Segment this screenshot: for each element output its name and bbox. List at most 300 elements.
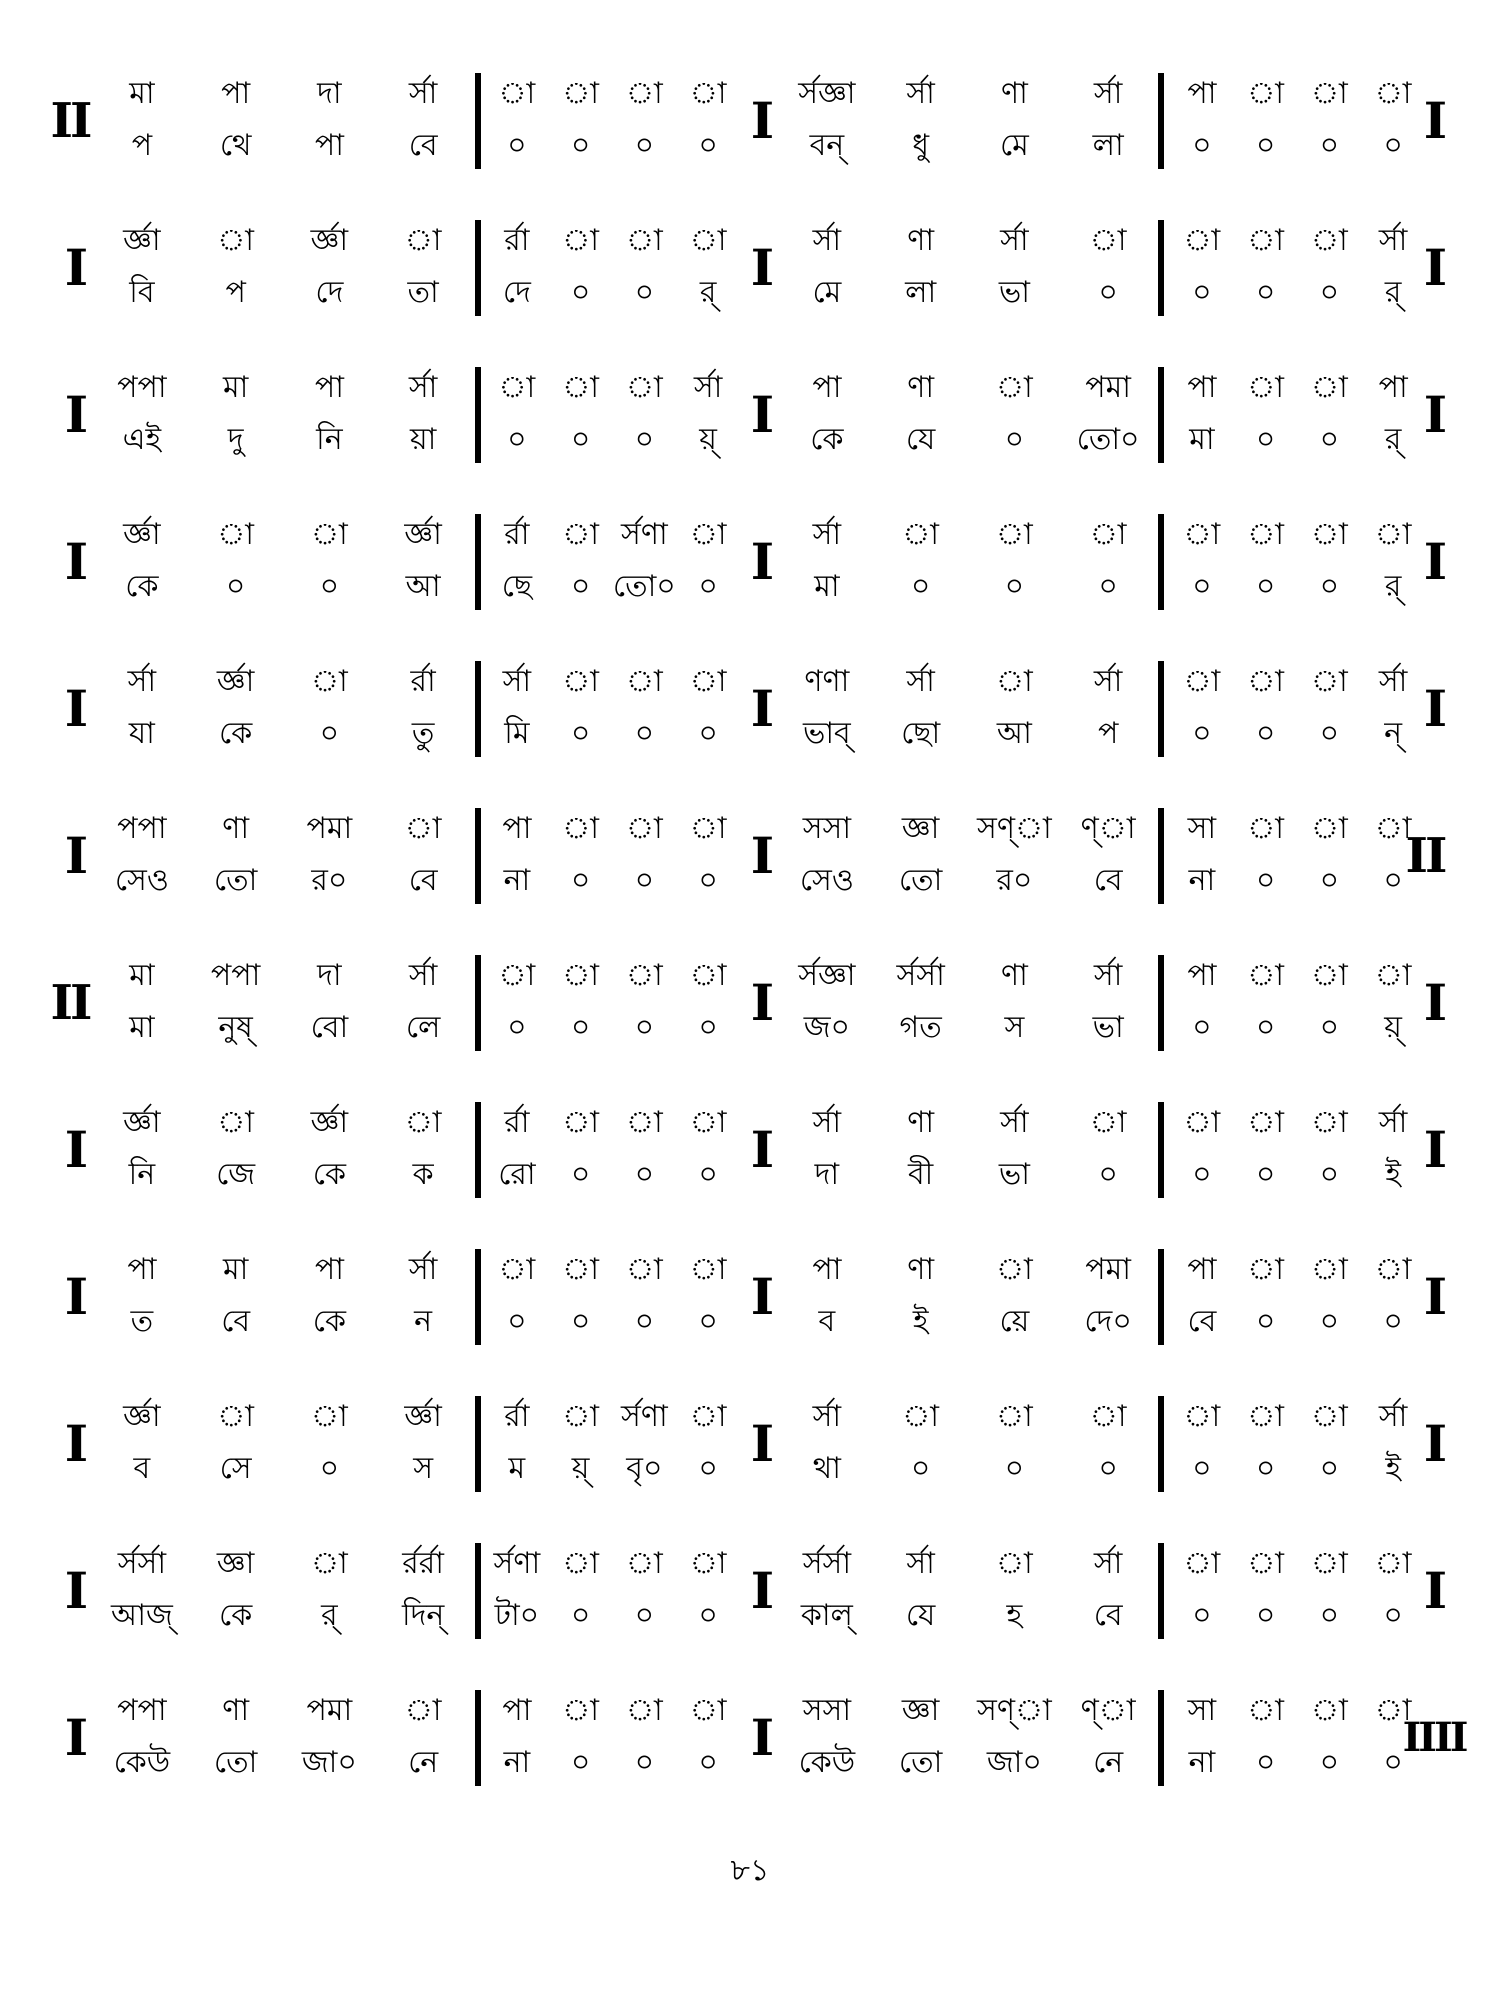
lyrics-row bbox=[95, 1297, 470, 1347]
measure bbox=[780, 1241, 1155, 1353]
lyrics-row bbox=[1170, 415, 1425, 465]
beat-divider bbox=[475, 955, 481, 1051]
lyric-syllable: ০ bbox=[634, 716, 655, 751]
measure bbox=[95, 212, 470, 324]
swara-row bbox=[485, 510, 740, 560]
lyric-syllable: নি bbox=[128, 1157, 156, 1192]
swara-note: র্জ্ঞা bbox=[404, 517, 442, 552]
swara-note: া bbox=[562, 223, 600, 258]
lyric-syllable: ০ bbox=[1255, 1304, 1276, 1339]
lyric-syllable: ০ bbox=[1383, 1304, 1403, 1339]
lyric-syllable: কাল্ bbox=[800, 1598, 853, 1633]
measure bbox=[1170, 1535, 1425, 1647]
swara-row bbox=[485, 804, 740, 854]
lyric-syllable: স bbox=[1004, 1010, 1025, 1045]
swara-note: পমা bbox=[306, 811, 353, 846]
lyrics-row bbox=[485, 268, 740, 318]
swara-note: া bbox=[995, 1546, 1033, 1581]
lyric-syllable: টা০ bbox=[494, 1598, 540, 1633]
beat-divider bbox=[475, 220, 481, 316]
swara-row bbox=[780, 1392, 1155, 1442]
lyric-syllable: ০ bbox=[910, 1451, 931, 1486]
swara-note: া bbox=[689, 76, 727, 111]
lyric-syllable: দু bbox=[227, 422, 244, 457]
lyric-syllable: ০ bbox=[698, 1451, 718, 1486]
section-start-bar: I bbox=[64, 1267, 86, 1326]
lyrics-row bbox=[485, 1297, 740, 1347]
lyric-syllable: ০ bbox=[1004, 1451, 1025, 1486]
swara-note: র্রা bbox=[410, 664, 436, 699]
swara-row bbox=[95, 1392, 470, 1442]
lyric-syllable: ০ bbox=[1192, 716, 1212, 751]
swara-note: া bbox=[310, 664, 348, 699]
lyric-syllable: ০ bbox=[570, 1598, 591, 1633]
lyric-syllable: কে bbox=[125, 569, 159, 604]
swara-note: ণ্া bbox=[1080, 811, 1136, 846]
swara-note: র্সণা bbox=[621, 517, 668, 552]
swara-note: র্সা bbox=[127, 664, 157, 699]
lyric-syllable: ম bbox=[508, 1451, 526, 1486]
lyric-syllable: ০ bbox=[698, 1157, 718, 1192]
lyric-syllable: তো bbox=[898, 863, 943, 898]
lyric-syllable: মি bbox=[504, 716, 530, 751]
lyric-syllable: ০ bbox=[1255, 716, 1276, 751]
swara-note: া bbox=[1247, 370, 1285, 405]
swara-note: সসা bbox=[802, 1693, 852, 1728]
measure bbox=[95, 506, 470, 618]
swara-note: ণা bbox=[907, 223, 935, 258]
lyric-syllable: তো bbox=[213, 863, 258, 898]
swara-note: পা bbox=[812, 370, 842, 405]
page-number: ৮১ bbox=[730, 1853, 770, 1888]
beat-divider bbox=[1158, 1543, 1164, 1639]
swara-note: দা bbox=[317, 76, 342, 111]
swara-note: া bbox=[1374, 1693, 1412, 1728]
lyrics-row bbox=[780, 1444, 1155, 1494]
lyric-syllable: তো bbox=[898, 1745, 943, 1780]
section-mid-bar: I bbox=[750, 1267, 772, 1326]
swara-note: সণ্া bbox=[977, 1693, 1052, 1728]
swara-note: া bbox=[1310, 76, 1348, 111]
lyric-syllable: ০ bbox=[319, 569, 340, 604]
lyric-syllable: ০ bbox=[1383, 863, 1403, 898]
lyric-syllable: র্ bbox=[1384, 569, 1402, 604]
lyric-syllable: মে bbox=[999, 128, 1029, 163]
lyric-syllable: য়া bbox=[409, 422, 437, 457]
lyric-syllable: না bbox=[1188, 1745, 1216, 1780]
swara-note: পা bbox=[502, 811, 532, 846]
lyric-syllable: যে bbox=[905, 1598, 936, 1633]
lyric-syllable: প bbox=[1097, 716, 1119, 751]
measure bbox=[780, 212, 1155, 324]
swara-note: া bbox=[404, 223, 442, 258]
swara-row bbox=[1170, 951, 1425, 1001]
swara-row bbox=[780, 951, 1155, 1001]
section-start-bar: I bbox=[64, 1708, 86, 1767]
swara-note: া bbox=[625, 1252, 663, 1287]
swara-note: র্সর্সা bbox=[896, 958, 945, 993]
lyric-syllable: য়্ bbox=[699, 422, 717, 457]
swara-note: া bbox=[1247, 1546, 1285, 1581]
swara-note: ণ্া bbox=[1080, 1693, 1136, 1728]
notation-system bbox=[55, 359, 1445, 471]
lyric-syllable: ০ bbox=[1192, 1157, 1212, 1192]
swara-row bbox=[485, 1539, 740, 1589]
swara-note: পপা bbox=[210, 958, 261, 993]
lyric-syllable: কেউ bbox=[113, 1745, 171, 1780]
swara-note: র্সণা bbox=[621, 1399, 668, 1434]
swara-note: ণা bbox=[907, 1252, 935, 1287]
section-end-bar: IIII bbox=[1402, 1714, 1466, 1761]
lyric-syllable: দে০ bbox=[1084, 1304, 1132, 1339]
lyric-syllable: ০ bbox=[1319, 863, 1340, 898]
lyric-syllable: রো bbox=[498, 1157, 536, 1192]
swara-note: পা bbox=[314, 1252, 344, 1287]
swara-note: র্জ্ঞা bbox=[123, 517, 161, 552]
swara-note: া bbox=[689, 517, 727, 552]
swara-note: পা bbox=[314, 370, 344, 405]
swara-note: া bbox=[562, 517, 600, 552]
swara-row bbox=[1170, 804, 1425, 854]
lyric-syllable: ০ bbox=[570, 863, 591, 898]
lyric-syllable: র্ bbox=[1384, 422, 1402, 457]
swara-note: র্সা bbox=[502, 664, 532, 699]
section-start-bar: II bbox=[50, 975, 90, 1031]
beat-divider bbox=[475, 1690, 481, 1786]
beat-divider bbox=[1158, 1690, 1164, 1786]
swara-row bbox=[95, 804, 470, 854]
lyric-syllable: ব bbox=[818, 1304, 836, 1339]
lyrics-row bbox=[780, 1150, 1155, 1200]
notation-system bbox=[55, 1682, 1466, 1794]
lyric-syllable: র্ bbox=[321, 1598, 338, 1633]
lyric-syllable: ০ bbox=[570, 275, 591, 310]
swara-note: া bbox=[1183, 664, 1221, 699]
lyric-syllable: ক bbox=[412, 1157, 434, 1192]
lyric-syllable: যে bbox=[905, 422, 936, 457]
swara-note: া bbox=[1310, 1105, 1348, 1140]
swara-note: া bbox=[562, 1105, 600, 1140]
swara-row bbox=[1170, 216, 1425, 266]
measure bbox=[95, 1094, 470, 1206]
section-end-bar: I bbox=[1423, 1267, 1445, 1326]
beat-divider bbox=[475, 1102, 481, 1198]
swara-note: া bbox=[625, 811, 663, 846]
beat-divider bbox=[1158, 514, 1164, 610]
beat-divider bbox=[475, 514, 481, 610]
lyric-syllable: সেও bbox=[114, 863, 169, 898]
lyrics-row bbox=[95, 709, 470, 759]
lyric-syllable: ০ bbox=[570, 1010, 591, 1045]
swara-row bbox=[780, 216, 1155, 266]
swara-row bbox=[485, 1098, 740, 1148]
lyrics-row bbox=[485, 121, 740, 171]
swara-note: মা bbox=[222, 1252, 249, 1287]
section-start-bar: I bbox=[64, 1561, 86, 1620]
lyric-syllable: ০ bbox=[1004, 422, 1025, 457]
section-mid-bar: I bbox=[750, 1708, 772, 1767]
swara-note: পা bbox=[1187, 958, 1217, 993]
swara-row bbox=[1170, 657, 1425, 707]
notation-system bbox=[55, 212, 1445, 324]
swara-note: া bbox=[1374, 517, 1412, 552]
lyrics-row bbox=[1170, 121, 1425, 171]
lyrics-row bbox=[780, 562, 1155, 612]
lyric-syllable: প bbox=[225, 275, 246, 310]
section-mid-bar: I bbox=[750, 532, 772, 591]
lyric-syllable: বে bbox=[1093, 863, 1123, 898]
swara-note: া bbox=[562, 370, 600, 405]
lyric-syllable: জ০ bbox=[803, 1010, 851, 1045]
swara-note: া bbox=[1310, 1252, 1348, 1287]
section-end-bar: I bbox=[1423, 385, 1445, 444]
lyric-syllable: ০ bbox=[634, 863, 655, 898]
swara-note: পমা bbox=[1085, 1252, 1131, 1287]
lyric-syllable: ০ bbox=[570, 1157, 591, 1192]
lyric-syllable: ০ bbox=[1192, 1451, 1212, 1486]
lyric-syllable: বে bbox=[408, 863, 438, 898]
swara-note: া bbox=[689, 1546, 727, 1581]
lyrics-row bbox=[1170, 562, 1425, 612]
swara-row bbox=[1170, 69, 1425, 119]
lyric-syllable: ০ bbox=[1004, 569, 1025, 604]
lyric-syllable: ০ bbox=[698, 1745, 718, 1780]
lyric-syllable: ০ bbox=[1255, 1010, 1276, 1045]
lyric-syllable: ০ bbox=[1383, 1745, 1403, 1780]
lyric-syllable: লা bbox=[1092, 128, 1124, 163]
lyrics-row bbox=[780, 415, 1155, 465]
lyric-syllable: ০ bbox=[1255, 1157, 1276, 1192]
swara-note: া bbox=[498, 1252, 536, 1287]
swara-note: র্সা bbox=[1093, 1546, 1123, 1581]
swara-note: র্সর্সা bbox=[802, 1546, 852, 1581]
lyric-syllable: বি bbox=[129, 275, 155, 310]
swara-note: া bbox=[1183, 517, 1221, 552]
swara-note: র্সা bbox=[906, 76, 935, 111]
swara-note: া bbox=[625, 76, 663, 111]
swara-note: র্জ্ঞা bbox=[123, 1105, 161, 1140]
lyric-syllable: ০ bbox=[1319, 1745, 1340, 1780]
lyric-syllable: ভাব্ bbox=[802, 716, 851, 751]
lyric-syllable: ই bbox=[1385, 1451, 1401, 1486]
lyric-syllable: কেউ bbox=[798, 1745, 856, 1780]
lyric-syllable: তো০ bbox=[1076, 422, 1140, 457]
section-end-bar: I bbox=[1423, 238, 1445, 297]
swara-note: া bbox=[1183, 1546, 1221, 1581]
swara-note: পা bbox=[221, 76, 251, 111]
measure bbox=[485, 1388, 740, 1500]
swara-note: া bbox=[902, 517, 940, 552]
lyric-syllable: ন bbox=[414, 1304, 433, 1339]
measure bbox=[485, 1682, 740, 1794]
lyrics-row bbox=[95, 562, 470, 612]
swara-note: র্রা bbox=[504, 1399, 530, 1434]
lyric-syllable: ০ bbox=[698, 716, 718, 751]
swara-row bbox=[485, 69, 740, 119]
swara-note: া bbox=[562, 76, 600, 111]
lyric-syllable: ব bbox=[133, 1451, 151, 1486]
swara-note: া bbox=[217, 517, 255, 552]
lyrics-row bbox=[780, 1003, 1155, 1053]
swara-note: র্সা bbox=[408, 958, 438, 993]
lyrics-row bbox=[485, 1150, 740, 1200]
swara-note: া bbox=[1247, 811, 1285, 846]
lyrics-row bbox=[780, 121, 1155, 171]
lyric-syllable: য়্ bbox=[571, 1451, 590, 1486]
lyric-syllable: যা bbox=[128, 716, 155, 751]
measure bbox=[780, 1094, 1155, 1206]
lyric-syllable: ০ bbox=[634, 128, 655, 163]
lyric-syllable: ত bbox=[130, 1304, 154, 1339]
swara-note: র্সজ্ঞা bbox=[798, 958, 856, 993]
swara-note: া bbox=[310, 1399, 348, 1434]
lyric-syllable: ই bbox=[1385, 1157, 1401, 1192]
lyrics-row bbox=[95, 1003, 470, 1053]
section-mid-bar: I bbox=[750, 385, 772, 444]
section-mid-bar: I bbox=[750, 1414, 772, 1473]
swara-note: পা bbox=[1187, 1252, 1217, 1287]
lyric-syllable: এই bbox=[122, 422, 162, 457]
section-end-bar: I bbox=[1423, 973, 1445, 1032]
swara-note: পা bbox=[502, 1693, 532, 1728]
lyric-syllable: ০ bbox=[698, 569, 718, 604]
swara-note: র্সা bbox=[906, 664, 935, 699]
swara-row bbox=[485, 363, 740, 413]
measure bbox=[780, 653, 1155, 765]
swara-note: া bbox=[404, 1693, 442, 1728]
swara-note: া bbox=[1247, 76, 1285, 111]
lyric-syllable: জা০ bbox=[301, 1745, 357, 1780]
swara-note: া bbox=[1089, 517, 1127, 552]
measure bbox=[1170, 1241, 1425, 1353]
section-end-bar: I bbox=[1423, 532, 1445, 591]
beat-divider bbox=[1158, 220, 1164, 316]
lyric-syllable: ০ bbox=[570, 1745, 591, 1780]
measure bbox=[1170, 800, 1425, 912]
swara-note: র্সর্সা bbox=[117, 1546, 167, 1581]
swara-note: া bbox=[1374, 958, 1412, 993]
swara-note: র্জ্ঞা bbox=[310, 1105, 349, 1140]
measure bbox=[485, 947, 740, 1059]
beat-divider bbox=[475, 367, 481, 463]
lyric-syllable: ০ bbox=[570, 422, 591, 457]
swara-note: া bbox=[1247, 1693, 1285, 1728]
lyric-syllable: নুষ্ bbox=[218, 1010, 253, 1045]
lyric-syllable: ০ bbox=[570, 1304, 591, 1339]
section-end-bar: I bbox=[1423, 91, 1445, 150]
swara-row bbox=[780, 804, 1155, 854]
swara-note: া bbox=[1183, 223, 1221, 258]
beat-divider bbox=[475, 1396, 481, 1492]
swara-note: া bbox=[625, 223, 663, 258]
beat-divider bbox=[1158, 1249, 1164, 1345]
lyric-syllable: ০ bbox=[634, 1304, 655, 1339]
swara-note: পা bbox=[812, 1252, 842, 1287]
swara-note: পপা bbox=[117, 370, 167, 405]
beat-divider bbox=[475, 1249, 481, 1345]
lyrics-row bbox=[1170, 1150, 1425, 1200]
lyric-syllable: ০ bbox=[1192, 128, 1212, 163]
swara-note: া bbox=[1089, 1105, 1127, 1140]
swara-note: া bbox=[1247, 1252, 1285, 1287]
swara-note: া bbox=[1183, 1399, 1221, 1434]
measure bbox=[485, 359, 740, 471]
lyric-syllable: বে bbox=[1093, 1598, 1123, 1633]
lyric-syllable: কে bbox=[219, 1598, 253, 1633]
swara-row bbox=[1170, 1539, 1425, 1589]
measure bbox=[780, 1682, 1155, 1794]
swara-note: া bbox=[310, 1546, 348, 1581]
lyric-syllable: ০ bbox=[698, 863, 718, 898]
swara-note: র্জ্ঞা bbox=[216, 664, 255, 699]
lyric-syllable: তো bbox=[213, 1745, 258, 1780]
lyric-syllable: বী bbox=[907, 1157, 934, 1192]
section-start-bar: I bbox=[64, 238, 86, 297]
measure bbox=[95, 359, 470, 471]
swara-row bbox=[1170, 1392, 1425, 1442]
section-end-bar: I bbox=[1423, 1414, 1445, 1473]
measure bbox=[485, 65, 740, 177]
beat-divider bbox=[1158, 1396, 1164, 1492]
lyric-syllable: ০ bbox=[634, 1745, 655, 1780]
lyric-syllable: ০ bbox=[910, 569, 931, 604]
lyrics-row bbox=[95, 1150, 470, 1200]
swara-note: র্সা bbox=[408, 370, 438, 405]
swara-row bbox=[485, 216, 740, 266]
lyric-syllable: ০ bbox=[570, 716, 591, 751]
measure bbox=[780, 1535, 1155, 1647]
measure bbox=[485, 212, 740, 324]
lyric-syllable: মা bbox=[1189, 422, 1215, 457]
swara-note: া bbox=[498, 958, 536, 993]
lyrics-row bbox=[780, 1738, 1155, 1788]
lyric-syllable: ০ bbox=[225, 569, 246, 604]
notation-system bbox=[55, 1535, 1445, 1647]
lyric-syllable: ০ bbox=[1319, 128, 1340, 163]
swara-note: া bbox=[625, 1546, 663, 1581]
lyrics-row bbox=[1170, 1444, 1425, 1494]
lyric-syllable: ছে bbox=[501, 569, 533, 604]
swara-note: র্রা bbox=[504, 517, 530, 552]
lyric-syllable: ০ bbox=[319, 1451, 340, 1486]
swara-note: র্জ্ঞা bbox=[310, 223, 349, 258]
swara-note: া bbox=[562, 664, 600, 699]
lyrics-row bbox=[485, 415, 740, 465]
lyric-syllable: তো০ bbox=[612, 569, 676, 604]
lyric-syllable: সে bbox=[219, 1451, 252, 1486]
lyric-syllable: ভা bbox=[998, 1157, 1030, 1192]
swara-note: া bbox=[995, 517, 1033, 552]
swara-note: া bbox=[1374, 811, 1412, 846]
swara-note: া bbox=[404, 811, 442, 846]
swara-note: পা bbox=[127, 1252, 157, 1287]
lyrics-row bbox=[780, 856, 1155, 906]
swara-note: া bbox=[625, 370, 663, 405]
lyric-syllable: ০ bbox=[1319, 1304, 1340, 1339]
swara-note: া bbox=[1247, 1105, 1285, 1140]
swara-note: া bbox=[1089, 1399, 1127, 1434]
swara-note: া bbox=[1374, 1252, 1412, 1287]
swara-note: া bbox=[1247, 1399, 1285, 1434]
swara-note: া bbox=[689, 811, 727, 846]
swara-note: র্সা bbox=[1378, 1105, 1408, 1140]
swara-note: া bbox=[995, 664, 1033, 699]
swara-note: র্সা bbox=[812, 223, 842, 258]
measure bbox=[95, 947, 470, 1059]
lyric-syllable: ০ bbox=[634, 1010, 655, 1045]
lyric-syllable: য়্ bbox=[1384, 1010, 1402, 1045]
lyrics-row bbox=[1170, 1003, 1425, 1053]
